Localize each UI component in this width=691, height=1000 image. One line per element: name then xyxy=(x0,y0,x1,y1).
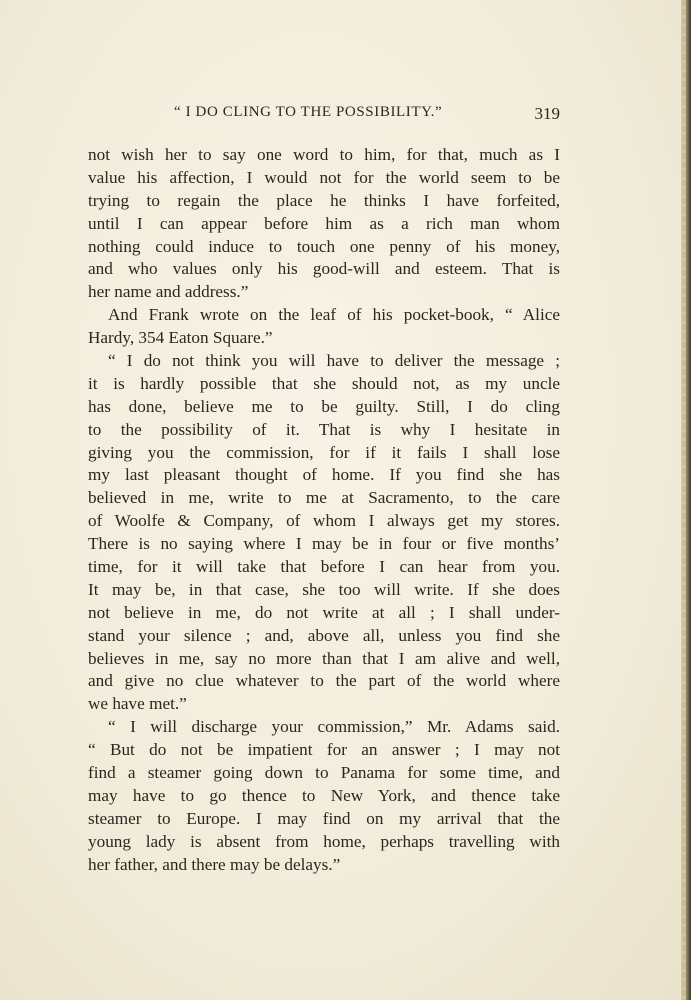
running-title: “ I DO CLING TO THE POSSIBILITY.” xyxy=(174,104,443,120)
text-line: “ But do not be impatient for an answer ; I may not xyxy=(88,740,560,760)
text-line: “ I will discharge your commission,” Mr. Adams said. xyxy=(108,717,560,737)
text-line: not believe in me, do not write at all ; I shall under- xyxy=(88,602,560,622)
text-line: her name and address.” xyxy=(88,282,249,302)
text-line: we have met.” xyxy=(88,694,187,714)
text-line: has done, believe me to be guilty. Still, I do cling xyxy=(88,396,560,416)
text-line: steamer to Europe. I may find on my arrival that the xyxy=(88,808,560,828)
text-line: her father, and there may be delays.” xyxy=(88,854,341,874)
text-line: value his affection, I would not for the world seem to be xyxy=(88,167,560,187)
text-line: believes in me, say no more than that I am alive and well, xyxy=(88,648,560,668)
text-line: young lady is absent from home, perhaps travelling with xyxy=(88,831,560,851)
text-line: not wish her to say one word to him, for that, much as I xyxy=(88,145,560,164)
text-line: nothing could induce to touch one penny of his money, xyxy=(88,236,560,256)
text-line: of Woolfe & Company, of whom I always get my stores. xyxy=(88,511,560,531)
text-line: It may be, in that case, she too will write. If she does xyxy=(88,579,560,599)
running-head xyxy=(88,104,560,124)
text-line: and who values only his good-will and esteem. That is xyxy=(88,259,560,279)
text-line: “ I do not think you will have to deliver the message ; xyxy=(108,351,560,371)
text-line: my last pleasant thought of home. If you find she has xyxy=(88,465,560,485)
body-text xyxy=(88,144,560,877)
text-line: it is hardly possible that she should not, as my uncle xyxy=(88,373,560,393)
text-line: stand your silence ; and, above all, unless you find she xyxy=(88,625,560,645)
text-line: trying to regain the place he thinks I have forfeited, xyxy=(88,190,560,210)
page-edge xyxy=(681,0,691,1000)
text-line: to the possibility of it. That is why I hesitate in xyxy=(88,419,560,439)
text-line: until I can appear before him as a rich man whom xyxy=(88,213,560,233)
text-line: may have to go thence to New York, and thence take xyxy=(88,785,560,805)
text-line: Hardy, 354 Eaton Square.” xyxy=(88,328,273,348)
text-line: giving you the commission, for if it fails I shall lose xyxy=(88,442,560,462)
text-line: find a steamer going down to Panama for some time, and xyxy=(88,763,560,783)
page-number: 319 xyxy=(534,104,560,123)
text-line: and give no clue whatever to the part of the world where xyxy=(88,671,560,691)
text-line: There is no saying where I may be in four or five months’ xyxy=(88,534,560,554)
text-line: believed in me, write to me at Sacramento, to the care xyxy=(88,488,560,508)
text-line: time, for it will take that before I can hear from you. xyxy=(88,557,560,577)
text-line: And Frank wrote on the leaf of his pocket-book, “ Alice xyxy=(108,305,560,325)
